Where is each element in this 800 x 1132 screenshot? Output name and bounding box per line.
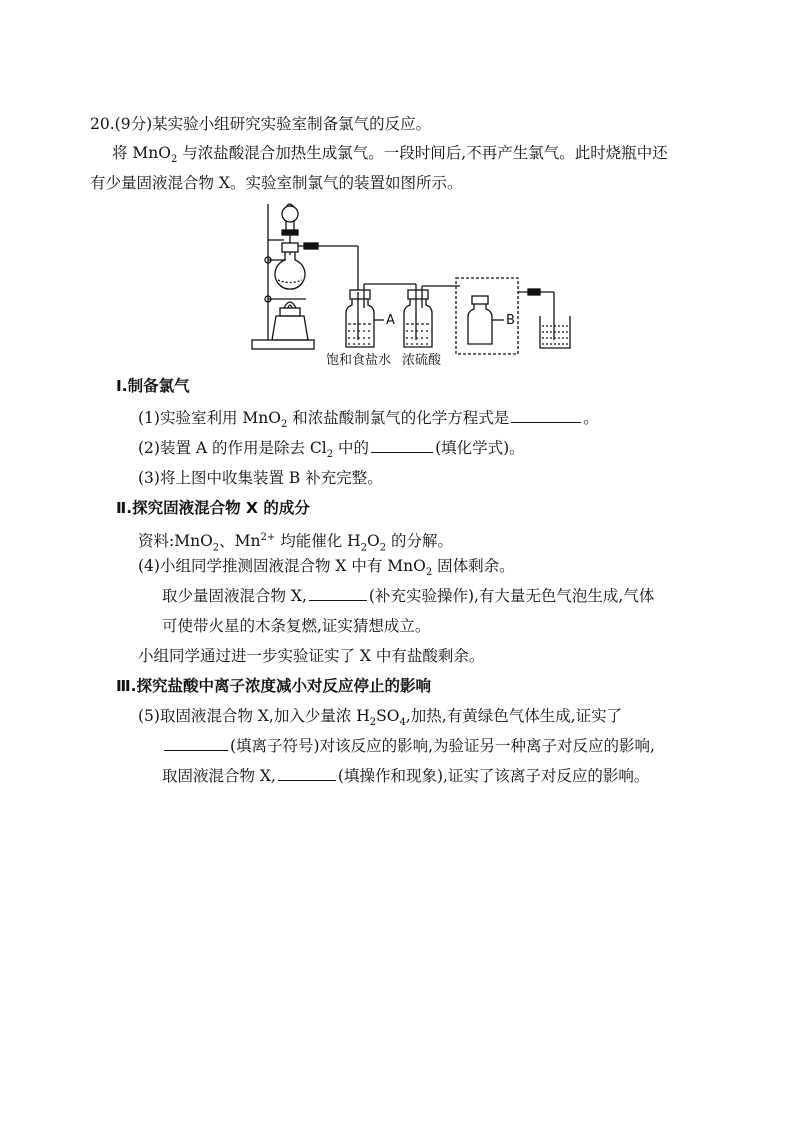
answer-blank-4[interactable] — [309, 586, 367, 601]
question-text: 固体剩余。 — [432, 557, 515, 575]
subscript: 2 — [369, 717, 377, 729]
subscript: 2 — [171, 154, 178, 166]
delivery-tube — [298, 243, 358, 292]
answer-blank-1[interactable] — [511, 408, 581, 423]
question-4 — [138, 556, 515, 583]
wash-bottle-sulfuric — [404, 284, 460, 347]
question-5 — [138, 706, 622, 733]
subscript: 2 — [212, 542, 220, 554]
question-text: (5)取固液混合物 X,加入少量浓 H — [138, 707, 370, 725]
intro-text: 将 MnO — [112, 144, 171, 162]
question-1 — [138, 408, 599, 435]
part-3-title: Ⅲ.探究盐酸中离子浓度减小对反应停止的影响 — [116, 677, 432, 695]
question-3: (3)将上图中收集装置 B 补充完整。 — [138, 469, 383, 487]
question-text: 中的 — [333, 439, 370, 457]
wash-bottle-a — [346, 284, 416, 347]
question-4-line-2 — [162, 586, 654, 606]
answer-blank-5b[interactable] — [278, 766, 336, 781]
info-text: 、Mn — [219, 532, 261, 551]
question-text: 取固液混合物 X, — [162, 767, 276, 785]
caption-conc-sulfuric-acid: 浓硫酸 — [402, 353, 442, 368]
alcohol-lamp — [272, 302, 308, 340]
question-2 — [138, 438, 525, 465]
info-text: 均能催化 H — [275, 532, 361, 551]
question-number: 20. — [90, 115, 115, 133]
intro-text: 与浓盐酸混合加热生成氯气。一段时间后,不再产生氯气。此时烧瓶中还 — [177, 144, 668, 162]
subscript: 2 — [379, 542, 387, 554]
question-text: SO — [376, 707, 400, 725]
info-text: 资料:MnO — [138, 532, 213, 551]
info-text: 的分解。 — [386, 532, 454, 551]
subscript: 4 — [399, 717, 406, 729]
question-4-line-4: 小组同学通过进一步实验证实了 X 中有盐酸剩余。 — [138, 647, 485, 665]
question-score: (9分) — [114, 115, 153, 133]
question-title: 某实验小组研究实验室制备氯气的反应。 — [152, 115, 432, 133]
part-1-title: Ⅰ.制备氯气 — [116, 377, 190, 395]
info-text: O — [367, 532, 380, 551]
question-5-line-3 — [162, 766, 649, 786]
subscript: 2 — [360, 542, 368, 554]
question-text: (填离子符号)对该反应的影响,为验证另一种离子对反应的影响, — [230, 737, 655, 755]
apparatus-diagram — [246, 200, 576, 368]
question-text: (补充实验操作),有大量无色气泡生成,气体 — [368, 587, 655, 605]
question-text: 和浓盐酸制氯气的化学方程式是 — [287, 409, 510, 427]
question-text: 取少量固液混合物 X, — [162, 587, 307, 605]
label-b: B — [506, 313, 515, 328]
round-bottom-flask — [275, 243, 305, 289]
caption-saturated-brine: 饱和食盐水 — [326, 353, 392, 368]
question-text: (填化学式)。 — [435, 439, 525, 457]
question-text: (1)实验室利用 MnO — [138, 409, 281, 427]
superscript: 2+ — [260, 532, 276, 543]
question-text: 。 — [583, 409, 599, 427]
question-header — [90, 114, 431, 134]
beaker — [540, 316, 570, 348]
subscript: 2 — [326, 449, 334, 461]
answer-blank-5a[interactable] — [164, 736, 228, 751]
reference-info — [138, 528, 453, 558]
outlet-tube — [518, 289, 554, 340]
question-text: (填操作和现象),证实了该离子对反应的影响。 — [337, 767, 650, 785]
question-text: (2)装置 A 的作用是除去 Cl — [138, 439, 327, 457]
question-text: ,加热,有黄绿色气体生成,证实了 — [405, 707, 623, 725]
part-2-title: Ⅱ.探究固液混合物 X 的成分 — [116, 499, 310, 517]
question-5-line-2 — [162, 736, 655, 756]
question-4-line-3: 可使带火星的木条复燃,证实猜想成立。 — [162, 617, 431, 635]
question-text: (4)小组同学推测固液混合物 X 中有 MnO — [138, 557, 426, 575]
intro-line-1 — [112, 143, 668, 170]
label-a: A — [386, 313, 395, 328]
answer-blank-2[interactable] — [371, 438, 433, 453]
intro-line-2: 有少量固液混合物 X。实验室制氯气的装置如图所示。 — [90, 174, 463, 192]
subscript: 2 — [280, 419, 288, 431]
subscript: 2 — [425, 567, 433, 579]
